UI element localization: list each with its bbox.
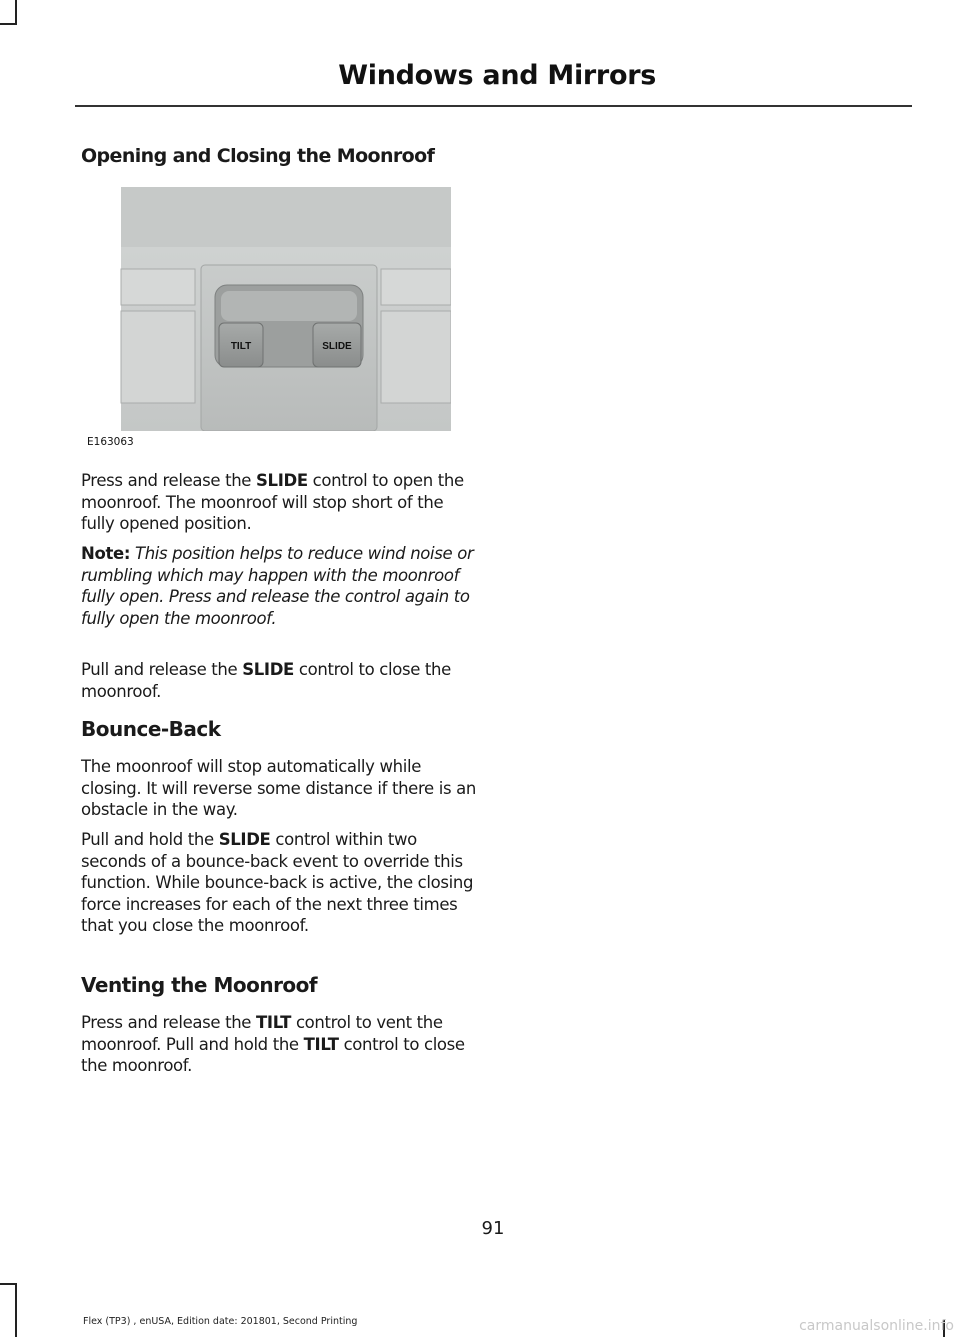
note-label: Note:: [81, 544, 131, 563]
slide-open-paragraph: [81, 470, 476, 535]
bounce-back-paragraph-1: [81, 756, 476, 821]
bounce-p1-text: The moonroof will stop automatically while closing. It will reverse some distance if there is an obstacle in the way.: [81, 757, 476, 819]
vent-pre: Press and release the: [81, 1013, 256, 1032]
venting-heading: Venting the Moonroof: [81, 973, 318, 997]
slide-close-paragraph: [81, 659, 476, 702]
p1-pre: Press and release the: [81, 471, 256, 490]
header-divider: [75, 105, 912, 107]
p2-pre: Pull and release the: [81, 660, 243, 679]
bounce-back-paragraph-2: [81, 829, 476, 937]
bounce-p2-post: control within two seconds of a bounce-back event to override this function. While bounce-back is active, the closing force increases for each of the next three times that you close the moonroof.: [81, 830, 474, 935]
tilt-button-label: TILT: [230, 341, 252, 352]
p1-post: control to open the moonroof. The moonroof will stop short of the fully opened position.: [81, 471, 464, 533]
note-paragraph: [81, 543, 476, 629]
vent-post: control to close the moonroof.: [81, 1034, 465, 1075]
crop-mark: [0, 1283, 17, 1285]
crop-mark: [15, 1283, 17, 1337]
p1-bold: SLIDE: [256, 471, 308, 490]
slide-button-label: SLIDE: [322, 341, 352, 352]
bounce-p2-pre: Pull and hold the: [81, 830, 219, 849]
p2-post: control to close the moonroof.: [81, 660, 451, 701]
page-header-title: Windows and Mirrors: [338, 60, 656, 91]
footer-edition: Flex (TP3) , enUSA, Edition date: 201801, Second Printing: [83, 1316, 358, 1327]
moonroof-control-figure: [81, 187, 451, 449]
vent-mid: control to vent the moonroof. Pull and hold the: [81, 1013, 443, 1054]
section-title: Opening and Closing the Moonroof: [81, 145, 435, 167]
bounce-back-heading: Bounce-Back: [81, 717, 221, 741]
crop-mark: [0, 23, 17, 25]
crop-mark: [15, 0, 17, 23]
venting-paragraph: [81, 1012, 476, 1077]
p2-bold: SLIDE: [242, 660, 294, 679]
vent-bold-1: TILT: [256, 1013, 292, 1032]
bounce-p2-bold: SLIDE: [218, 830, 271, 849]
note-text: This position helps to reduce wind noise or rumbling which may happen with the moonroof fully open. Press and release the control again to fully open the moonroof.: [81, 544, 474, 628]
moonroof-control-illustration: [81, 187, 451, 449]
figure-id: E163063: [87, 436, 134, 448]
vent-bold-2: TILT: [303, 1034, 339, 1054]
page-number: 91: [481, 1218, 505, 1239]
watermark: carmanualsonline.info: [799, 1318, 954, 1334]
